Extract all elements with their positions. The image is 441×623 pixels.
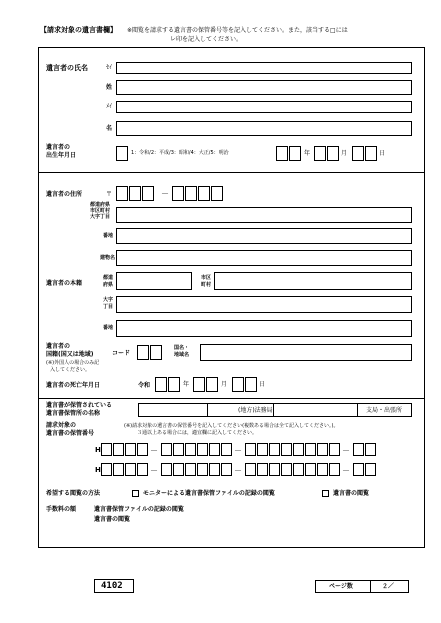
storage-digit[interactable] xyxy=(101,443,112,456)
storage-digit[interactable] xyxy=(257,443,268,456)
original-viewing-checkbox[interactable] xyxy=(322,490,329,497)
form-code-box xyxy=(94,579,134,593)
storage-digit[interactable] xyxy=(269,443,280,456)
form-code: 4102 xyxy=(101,581,123,591)
birth-year-unit: 年 xyxy=(304,150,311,157)
storage-number-2-group4 xyxy=(353,463,376,476)
fee-label: 手数料の額 xyxy=(46,506,77,513)
storage-digit[interactable] xyxy=(257,463,268,476)
storage-digit[interactable] xyxy=(317,463,328,476)
address-pref-line1: 都道府県 xyxy=(90,202,111,208)
storage-prefix: H xyxy=(95,446,101,454)
domicile-banchi-label: 番地 xyxy=(103,325,114,331)
page-box-divider xyxy=(370,581,371,592)
legal-bureau-label: (地方)法務局 xyxy=(238,407,273,414)
era-options: 1：令和/2：平成/3：昭和/4：大正/5：明治 xyxy=(131,150,229,156)
storage-label-line2: 遺言書の保管番号 xyxy=(46,430,95,437)
death-month-digit[interactable] xyxy=(193,377,205,392)
header-note-line2: レ印を記入してください。 xyxy=(170,36,243,43)
death-day-digit[interactable] xyxy=(232,377,244,392)
storage-number-1-group3 xyxy=(245,443,340,456)
birth-year-digit[interactable] xyxy=(289,146,301,161)
legal-bureau-input[interactable] xyxy=(138,403,208,417)
domicile-label: 遺言者の本籍 xyxy=(46,280,83,287)
storage-digit[interactable] xyxy=(197,443,208,456)
death-day-boxes xyxy=(232,377,257,392)
death-month-boxes xyxy=(193,377,218,392)
address-city-input[interactable] xyxy=(116,207,412,223)
office-label-line2: 遺言書保管所の名称 xyxy=(46,410,101,417)
postal-digit[interactable] xyxy=(211,186,223,201)
domicile-banchi-input[interactable] xyxy=(116,320,412,337)
address-label: 遺言者の住所 xyxy=(46,191,83,198)
storage-dash: － xyxy=(342,446,350,455)
country-label-line2: 地域名 xyxy=(174,352,190,358)
birth-month-digit[interactable] xyxy=(327,146,339,161)
page-number-box xyxy=(315,580,409,593)
storage-digit[interactable] xyxy=(269,463,280,476)
sei-label: 姓 xyxy=(106,84,113,91)
branch-input[interactable] xyxy=(274,403,358,417)
storage-digit[interactable] xyxy=(137,463,148,476)
storage-digit[interactable] xyxy=(365,443,376,456)
postal-second-boxes xyxy=(172,186,223,201)
birth-month-digit[interactable] xyxy=(314,146,326,161)
address-banchi-label: 番地 xyxy=(103,233,114,239)
postal-digit[interactable] xyxy=(129,186,141,201)
death-date-label: 遺言者の死亡年月日 xyxy=(46,382,101,389)
storage-number-1-group4 xyxy=(353,443,376,456)
domicile-city-line2: 町村 xyxy=(201,282,212,288)
birth-day-digit[interactable] xyxy=(352,146,364,161)
divider xyxy=(38,172,425,173)
domicile-oaza-line2: 丁目 xyxy=(103,304,114,310)
birth-label-line1: 遺言者の xyxy=(46,144,71,151)
storage-digit[interactable] xyxy=(125,463,136,476)
postal-dash: － xyxy=(161,189,169,198)
domicile-pref-line1: 都道 xyxy=(103,275,114,281)
death-era: 令和 xyxy=(138,382,151,389)
storage-digit[interactable] xyxy=(113,463,124,476)
death-month-unit: 月 xyxy=(221,381,228,388)
storage-digit[interactable] xyxy=(305,463,316,476)
birth-year-boxes xyxy=(276,146,301,161)
nationality-label-line1: 遺言者の xyxy=(46,343,71,350)
storage-digit[interactable] xyxy=(245,463,256,476)
header-note-line1: ※閲覧を請求する遺言書の保管番号等を記入してください。また，該当する□には xyxy=(127,27,348,34)
office-label-line1: 遺言書が保管されている xyxy=(46,402,113,409)
postal-digit[interactable] xyxy=(185,186,197,201)
storage-digit[interactable] xyxy=(209,443,220,456)
fee-item-original: 遺言書の閲覧 xyxy=(94,516,131,523)
birth-day-boxes xyxy=(352,146,377,161)
postal-digit[interactable] xyxy=(142,186,154,201)
branch-label-cell xyxy=(358,403,412,417)
address-building-input[interactable] xyxy=(116,250,412,266)
birth-day-digit[interactable] xyxy=(365,146,377,161)
page-value: ２／ xyxy=(382,583,395,590)
storage-digit[interactable] xyxy=(209,463,220,476)
mei-input[interactable] xyxy=(116,121,412,136)
domicile-pref-line2: 府県 xyxy=(103,282,114,288)
storage-number-1-group1 xyxy=(101,443,148,456)
death-month-digit[interactable] xyxy=(206,377,218,392)
nationality-code-label: コード xyxy=(112,350,131,357)
postal-digit[interactable] xyxy=(172,186,184,201)
storage-number-2-group3 xyxy=(245,463,340,476)
nationality-code-boxes xyxy=(137,345,162,360)
death-year-digit[interactable] xyxy=(168,377,180,392)
sei-kana-label: ｾｲ xyxy=(106,64,113,71)
storage-digit[interactable] xyxy=(317,443,328,456)
storage-digit[interactable] xyxy=(197,463,208,476)
storage-number-2-group2 xyxy=(161,463,232,476)
address-building-label: 建物名 xyxy=(100,255,116,261)
divider xyxy=(38,398,425,399)
storage-digit[interactable] xyxy=(329,443,340,456)
storage-digit[interactable] xyxy=(113,443,124,456)
storage-note-line2: ３通以上ある場合には，適宜欄に記入してください。 xyxy=(137,430,258,436)
nationality-code-digit[interactable] xyxy=(150,345,162,360)
birth-month-unit: 月 xyxy=(341,150,348,157)
sei-kana-input[interactable] xyxy=(116,62,412,74)
domicile-city-input[interactable] xyxy=(214,272,412,290)
nationality-note-line1: (※)外国人の場合のみ記 xyxy=(46,360,100,366)
storage-digit[interactable] xyxy=(281,463,292,476)
address-banchi-input[interactable] xyxy=(116,228,412,244)
nationality-label-line2: 国籍(国又は地域) xyxy=(46,351,94,358)
storage-dash: － xyxy=(234,446,242,455)
postal-mark: 〒 xyxy=(106,191,113,198)
postal-digit[interactable] xyxy=(116,186,128,201)
viewing-method-label: 希望する閲覧の方法 xyxy=(46,490,101,497)
country-name-input[interactable] xyxy=(200,344,412,361)
death-day-digit[interactable] xyxy=(245,377,257,392)
storage-digit[interactable] xyxy=(353,443,364,456)
storage-dash: － xyxy=(150,446,158,455)
storage-digit[interactable] xyxy=(281,443,292,456)
storage-label-line1: 請求対象の xyxy=(46,422,77,429)
legal-bureau-label-cell xyxy=(208,403,274,417)
birth-day-unit: 日 xyxy=(379,150,386,157)
postal-first-boxes xyxy=(116,186,154,201)
address-pref-line2: 市区町村 xyxy=(90,208,111,214)
birth-label-line2: 出生年月日 xyxy=(46,152,77,159)
branch-label: 支局・出張所 xyxy=(366,407,403,414)
storage-digit[interactable] xyxy=(293,443,304,456)
birth-era-digit[interactable] xyxy=(116,146,128,161)
storage-digit[interactable] xyxy=(173,463,184,476)
address-pref-line3: 大字丁目 xyxy=(90,214,111,220)
storage-digit[interactable] xyxy=(137,443,148,456)
storage-digit[interactable] xyxy=(221,443,232,456)
monitor-viewing-checkbox[interactable] xyxy=(132,490,139,497)
storage-note-line1: (※)請求対象の遺言書の保管番号を記入してください(複数ある場合は全て記入してください。)。 xyxy=(124,423,339,429)
page-label: ページ数 xyxy=(329,583,353,590)
mei-kana-input[interactable] xyxy=(116,101,412,113)
storage-digit[interactable] xyxy=(365,463,376,476)
storage-dash: － xyxy=(342,466,350,475)
domicile-oaza-input[interactable] xyxy=(116,296,412,313)
storage-number-2-group1 xyxy=(101,463,148,476)
nationality-note-line2: 入してください。 xyxy=(50,367,91,373)
birth-year-digit[interactable] xyxy=(276,146,288,161)
testator-name-label: 遺言者の氏名 xyxy=(46,64,88,72)
storage-digit[interactable] xyxy=(101,463,112,476)
domicile-city-line1: 市区 xyxy=(201,275,212,281)
sei-input[interactable] xyxy=(116,80,412,95)
mei-kana-label: ﾒｲ xyxy=(106,103,113,110)
country-label-line1: 国名・ xyxy=(174,345,190,351)
nationality-code-digit[interactable] xyxy=(137,345,149,360)
mei-label: 名 xyxy=(106,125,113,132)
storage-digit[interactable] xyxy=(161,463,172,476)
storage-digit[interactable] xyxy=(185,443,196,456)
postal-digit[interactable] xyxy=(198,186,210,201)
death-year-boxes xyxy=(155,377,180,392)
storage-digit[interactable] xyxy=(353,463,364,476)
storage-dash: － xyxy=(150,466,158,475)
death-year-unit: 年 xyxy=(183,381,190,388)
death-year-digit[interactable] xyxy=(155,377,167,392)
monitor-viewing-label: モニターによる遺言書保管ファイルの記録の閲覧 xyxy=(143,490,275,497)
storage-digit[interactable] xyxy=(293,463,304,476)
storage-digit[interactable] xyxy=(161,443,172,456)
section-title: 【請求対象の遺言書欄】 xyxy=(40,26,117,34)
birth-month-boxes xyxy=(314,146,339,161)
death-day-unit: 日 xyxy=(259,381,266,388)
storage-number-1-group2 xyxy=(161,443,232,456)
storage-digit[interactable] xyxy=(125,443,136,456)
storage-digit[interactable] xyxy=(221,463,232,476)
storage-digit[interactable] xyxy=(173,443,184,456)
storage-prefix: H xyxy=(95,466,101,474)
domicile-oaza-line1: 大字 xyxy=(103,297,114,303)
storage-digit[interactable] xyxy=(305,443,316,456)
original-viewing-label: 遺言書の閲覧 xyxy=(333,490,370,497)
storage-dash: － xyxy=(234,466,242,475)
storage-digit[interactable] xyxy=(245,443,256,456)
domicile-pref-input[interactable] xyxy=(116,272,192,290)
birth-era-box xyxy=(116,146,128,161)
storage-digit[interactable] xyxy=(185,463,196,476)
fee-item-file: 遺言書保管ファイルの記録の閲覧 xyxy=(94,506,184,513)
storage-digit[interactable] xyxy=(329,463,340,476)
